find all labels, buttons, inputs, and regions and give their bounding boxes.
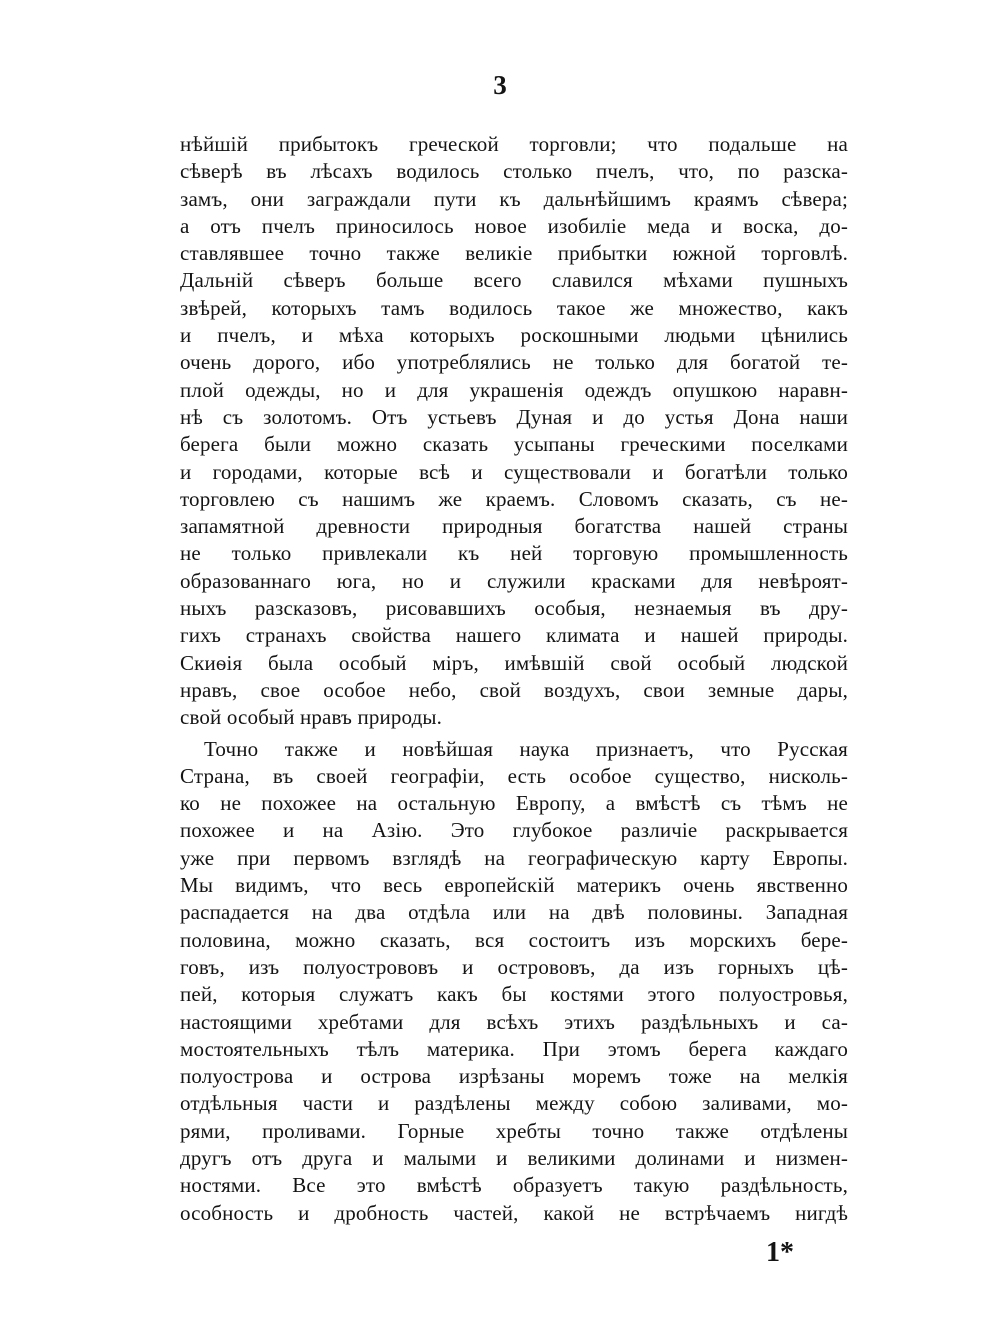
text-line: ностями. Все это вмѣстѣ образуетъ такую раздѣльность, [180,1173,848,1198]
text-line: запамятной древности природныя богатства нашей страны [180,514,848,539]
text-line: Дальній сѣверъ больше всего славился мѣхами пушныхъ [180,268,848,293]
text-line: берега были можно сказать усыпаны греческими поселками [180,432,848,457]
text-line: ставлявшее точно также великіе прибытки южной торговлѣ. [180,241,848,266]
text-line: нѣ съ золотомъ. Отъ устьевъ Дуная и до устья Дона наши [180,404,848,429]
text-line: Точно также и новѣйшая наука признаетъ, что Русская [204,736,848,761]
text-line: уже при первомъ взглядѣ на географическую карту Европы. [180,845,848,870]
text-line: Скиѳія была особый міръ, имѣвшій свой особый людской [180,650,848,675]
text-line: мостоятельныхъ тѣлъ материка. При этомъ берега каждаго [180,1036,848,1061]
text-line: говъ, изъ полуострововъ и острововъ, да изъ горныхъ цѣ- [180,954,848,979]
text-line: половина, можно сказать, вся состоитъ изъ морскихъ бере- [180,927,848,952]
paragraph [180,736,848,1227]
text-line: замъ, они заграждали пути къ дальнѣйшимъ краямъ сѣвера; [180,186,848,211]
text-line: пей, которыя служатъ какъ бы костями этого полуостровья, [180,982,848,1007]
text-line: ныхъ разсказовъ, рисовавшихъ особыя, незнаемыя въ дру- [180,596,848,621]
text-line: рями, проливами. Горные хребты точно также отдѣлены [180,1118,848,1143]
text-line: звѣрей, которыхъ тамъ водилось такое же множество, какъ [180,295,848,320]
text-line: Страна, въ своей географіи, есть особое существо, нисколь- [180,763,848,788]
text-line: плой одежды, но и для украшенія одеждъ опушкою наравн- [180,377,848,402]
page-number: 3 [493,70,507,100]
text-line: образованнаго юга, но и служили красками для невѣроят- [180,568,848,593]
text-line: и пчелъ, и мѣха которыхъ роскошными людьми цѣнились [180,323,848,348]
text-line: настоящими хребтами для всѣхъ этихъ раздѣльныхъ и са- [180,1009,848,1034]
text-line: сѣверѣ въ лѣсахъ водилось столько пчелъ, что, по разска- [180,159,848,184]
text-line: особность и дробность частей, какой не встрѣчаемъ нигдѣ [180,1200,848,1225]
text-line: нѣйшій прибытокъ греческой торговли; что подальше на [180,132,848,156]
text-line: очень дорого, ибо употреблялись не только для богатой те- [180,350,848,375]
text-line: нравъ, свое особое небо, свой воздухъ, свои земные дары, [180,677,848,702]
text-line: не только привлекали къ ней торговую промышленность [180,541,848,566]
text-line: торговлею съ нашимъ же краемъ. Словомъ сказать, съ не- [180,486,848,511]
paragraph [180,131,848,732]
text-line: другъ отъ друга и малыми и великими долинами и низмен- [180,1145,848,1170]
body-text [180,131,848,1227]
text-line: свой особый нравъ природы. [180,705,443,730]
text-line: отдѣльныя части и раздѣлены между собою заливами, мо- [180,1091,848,1116]
text-line: Мы видимъ, что весь европейскій материкъ очень явственно [180,873,848,898]
text-line: а отъ пчелъ приносилось новое изобиліе меда и воска, до- [180,213,848,238]
text-line: полуострова и острова изрѣзаны моремъ тоже на мелкія [180,1064,848,1089]
text-line: ко не похожее на остальную Европу, а вмѣстѣ съ тѣмъ не [180,791,848,816]
signature-mark: 1* [766,1237,794,1268]
text-line: распадается на два отдѣла или на двѣ половины. Западная [180,900,848,925]
text-line: похожее и на Азію. Это глубокое различіе раскрывается [180,818,848,843]
text-line: гихъ странахъ свойства нашего климата и нашей природы. [180,623,848,648]
text-line: и городами, которые всѣ и существовали и богатѣли только [180,459,848,484]
